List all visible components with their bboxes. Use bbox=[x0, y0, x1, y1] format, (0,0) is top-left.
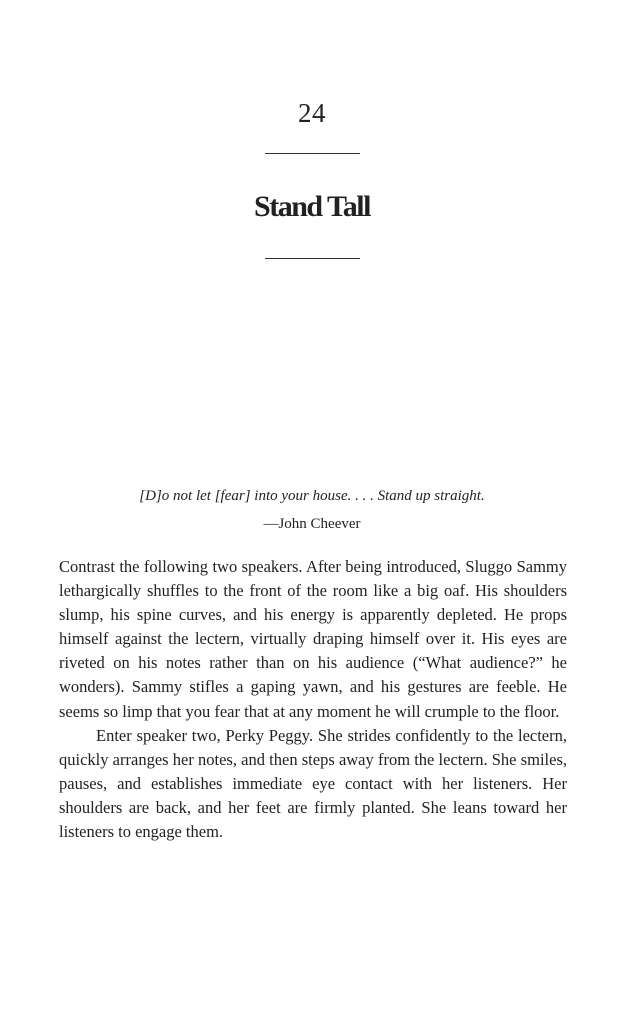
paragraph: Contrast the following two speakers. After being introduced, Sluggo Sammy lethargically shuffles to the front of the room like a big oaf. His shoulders slump, his spine curves, and his energy is apparently depleted. He props himself against the lectern, virtually draping himself over it. His eyes are riveted on his notes rather than on his audience (“What audience?” he wonders). Sammy stifles a gaping yawn, and his gestures are feeble. He seems so limp that you fear that at any moment he will crumple to the floor. bbox=[59, 557, 567, 721]
epigraph bbox=[0, 486, 624, 534]
epigraph-attribution: —John Cheever bbox=[263, 516, 361, 532]
body-text bbox=[59, 555, 567, 844]
epigraph-quote: [D]o not let [fear] into your house. . . . Stand up straight. bbox=[139, 488, 485, 504]
chapter-number: 24 bbox=[298, 98, 326, 128]
bottom-divider-rule bbox=[265, 258, 360, 259]
paragraph: Enter speaker two, Perky Peggy. She strides confidently to the lectern, quickly arranges her notes, and then steps away from the lectern. She smiles, pauses, and establishes immediate eye contact with her listeners. Her shoulders are back, and her feet are firmly planted. She leans toward her listeners to engage them. bbox=[59, 725, 567, 842]
top-divider-rule bbox=[265, 153, 360, 154]
chapter-title: Stand Tall bbox=[254, 190, 370, 223]
